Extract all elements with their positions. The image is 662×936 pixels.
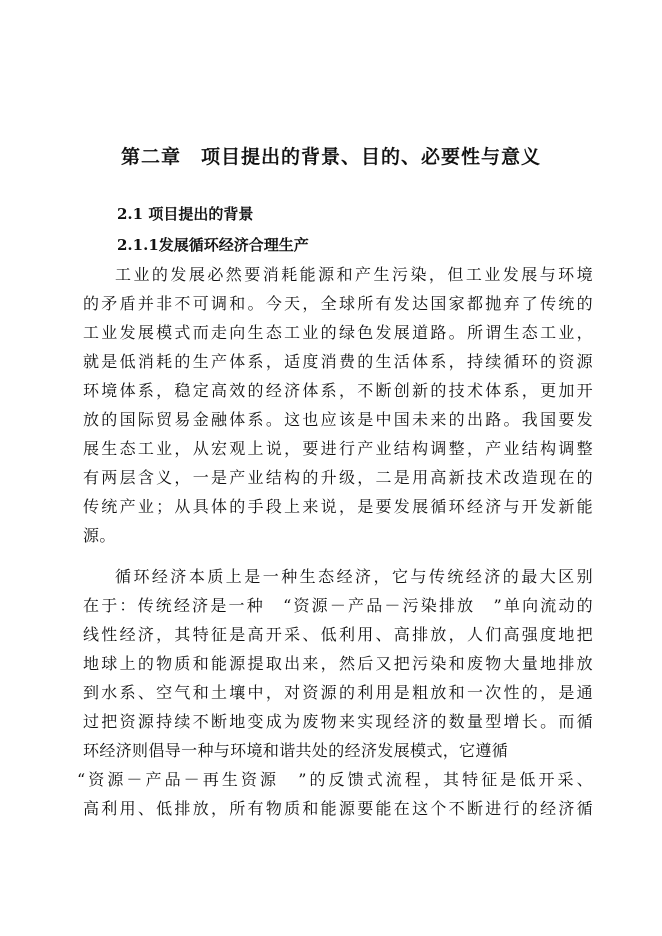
paragraph-line: 有两层含义，一是产业结构的升级，二是用高新技术改造现在的 xyxy=(83,468,593,487)
paragraph-line: 环境体系，稳定高效的经济体系，不断创新的技术体系，更加开 xyxy=(83,381,593,400)
paragraph-line: 到水系、空气和土壤中，对资源的利用是粗放和一次性的，是通 xyxy=(83,683,593,702)
paragraph-line: 工业的发展必然要消耗能源和产生污染，但工业发展与环境 xyxy=(115,265,593,284)
paragraph-line: 就是低消耗的生产体系，适度消费的生活体系，持续循环的资源 xyxy=(83,352,593,371)
paragraph-line: 线性经济，其特征是高开采、低利用、高排放，人们高强度地把 xyxy=(83,625,593,644)
chapter-title: 第二章 项目提出的背景、目的、必要性与意义 xyxy=(120,146,541,168)
paragraph-circular-economy xyxy=(77,562,593,823)
paragraph-line: 的矛盾并非不可调和。今天，全球所有发达国家都抛弃了传统的 xyxy=(83,294,593,313)
paragraph-line: 展生态工业，从宏观上说，要进行产业结构调整，产业结构调整 xyxy=(83,439,593,458)
paragraph-line: 环经济则倡导一种与环境和谐共处的经济发展模式，它遵循 xyxy=(83,741,509,760)
paragraph-line: 过把资源持续不断地变成为废物来实现经济的数量型增长。而循 xyxy=(83,712,593,731)
paragraph-line: 循环经济本质上是一种生态经济，它与传统经济的最大区别 xyxy=(115,567,593,586)
paragraph-line: “资源－产品－再生资源 ”的反馈式流程，其特征是低开采、 xyxy=(77,770,593,789)
paragraph-line: 在于：传统经济是一种 “资源－产品－污染排放 ”单向流动的 xyxy=(83,596,593,615)
paragraph-line: 源。 xyxy=(83,526,116,545)
paragraph-line: 放的国际贸易金融体系。这也应该是中国未来的出路。我国要发 xyxy=(83,410,593,429)
paragraph-line: 传统产业；从具体的手段上来说，是要发展循环经济与开发新能 xyxy=(83,497,593,516)
paragraph-industrial-development xyxy=(83,260,593,550)
paragraph-line: 高利用、低排放，所有物质和能源要能在这个不断进行的经济循 xyxy=(83,799,593,818)
paragraph-line: 工业发展模式而走向生态工业的绿色发展道路。所谓生态工业， xyxy=(83,323,593,342)
paragraph-line: 地球上的物质和能源提取出来，然后又把污染和废物大量地排放 xyxy=(83,654,593,673)
subsection-title: 2.1.1发展循环经济合理生产 xyxy=(117,236,309,254)
section-title: 2.1 项目提出的背景 xyxy=(117,205,254,223)
